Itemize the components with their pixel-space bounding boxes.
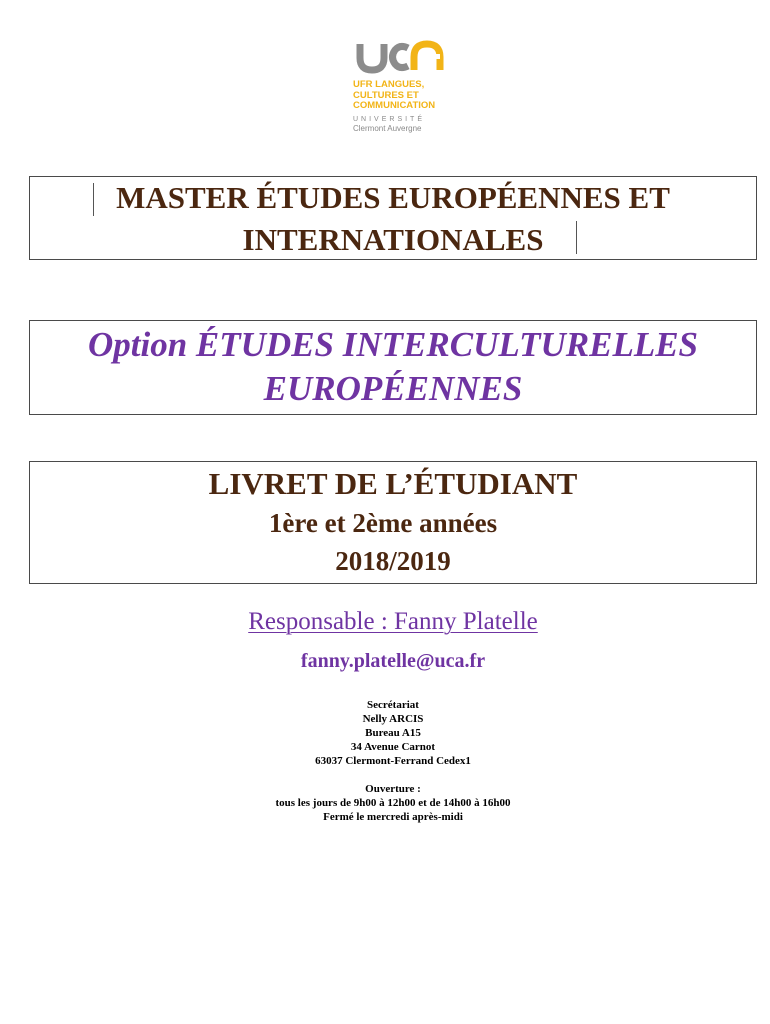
ufr-name — [353, 80, 443, 112]
uca-logo-icon — [356, 40, 444, 74]
opening-closed: Fermé le mercredi après-midi — [323, 811, 463, 823]
livret-title: LIVRET DE L’ÉTUDIANT — [208, 466, 578, 501]
secretariat-title: Secrétariat — [367, 699, 419, 711]
opening-block — [0, 782, 770, 824]
ufr-line-3: COMMUNICATION — [353, 100, 436, 111]
option-title-line-2: EUROPÉENNES — [263, 369, 523, 408]
option-title-box — [29, 320, 757, 415]
master-title-line-2: INTERNATIONALES — [242, 222, 544, 257]
opening-hours: tous les jours de 9h00 à 12h00 et de 14h00 à 16h00 — [275, 797, 511, 809]
secretariat-block — [0, 698, 770, 768]
ufr-line-1: UFR LANGUES, — [353, 79, 425, 90]
option-title — [30, 323, 756, 411]
secretariat-street: 34 Avenue Carnot — [350, 741, 436, 753]
option-title-line-1: Option ÉTUDES INTERCULTURELLES — [87, 325, 699, 364]
master-title — [30, 177, 756, 261]
university-word: UNIVERSITÉ — [353, 115, 426, 123]
livret-box — [29, 461, 757, 584]
university-location: Clermont Auvergne — [353, 123, 422, 133]
secretariat-office: Bureau A15 — [365, 727, 421, 739]
text-cursor-mark — [576, 221, 577, 254]
ufr-line-2: CULTURES ET — [353, 89, 419, 101]
responsable-label: Responsable : Fanny Platelle — [248, 608, 538, 635]
master-title-line-1: MASTER ÉTUDES EUROPÉENNES ET — [116, 180, 670, 215]
text-cursor-mark — [93, 183, 94, 216]
livret-years: 1ère et 2ème années — [268, 508, 498, 538]
livret-session: 2018/2019 — [335, 546, 451, 576]
responsable-email[interactable]: fanny.platelle@uca.fr — [300, 650, 486, 672]
secretariat-city: 63037 Clermont-Ferrand Cedex1 — [315, 755, 471, 767]
master-title-box — [29, 176, 757, 260]
university-logo — [350, 40, 450, 142]
secretariat-name: Nelly ARCIS — [362, 713, 424, 725]
opening-title: Ouverture : — [365, 783, 421, 795]
